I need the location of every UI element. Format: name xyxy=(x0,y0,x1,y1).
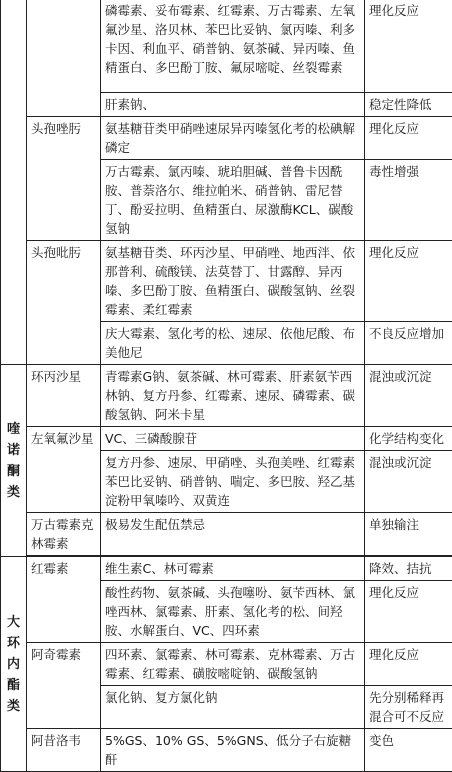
effect-cell: 单独输注 xyxy=(365,513,452,556)
table-row xyxy=(1,557,452,581)
effect-cell: 不良反应增加 xyxy=(365,322,452,365)
drug-name-cell xyxy=(27,0,101,117)
table-row xyxy=(1,643,452,686)
table-row xyxy=(1,365,452,427)
incompatible-drugs-cell: 万古霉素、氯丙嗪、琥珀胆碱、普鲁卡因酰胺、普萘洛尔、维拉帕米、硝普钠、雷尼替丁、酚妥拉明、鱼精蛋白、尿激酶KCL、碳酸氢钠 xyxy=(101,160,365,241)
incompatible-drugs-cell: 四环素、氯霉素、林可霉素、克林霉素、万古霉素、红霉素、磺胺嘧啶钠、碳酸氢钠 xyxy=(101,643,365,686)
table-row xyxy=(1,241,452,322)
effect-cell: 理化反应 xyxy=(365,581,452,643)
category-cell xyxy=(1,0,27,365)
incompatible-drugs-cell: 氨基糖苷类、环丙沙星、甲硝唑、地西泮、依那普利、硫酸镁、法莫替丁、甘露醇、异丙嗪、多巴酚丁胺、鱼精蛋白、碳酸氢钠、丝裂霉素、柔红霉素 xyxy=(101,241,365,322)
drug-name-cell: 万古霉素克林霉素 xyxy=(27,513,101,556)
table-row xyxy=(1,0,452,93)
incompatible-drugs-cell: VC、三磷酸腺苷 xyxy=(101,427,365,451)
incompatible-drugs-cell: 氯化钠、复方氯化钠 xyxy=(101,686,365,729)
category-label: 喹诺酮类 xyxy=(7,419,21,503)
incompatible-drugs-cell: 极易发生配伍禁忌 xyxy=(101,513,365,556)
table-row xyxy=(1,117,452,160)
drug-name-cell: 阿奇霉素 xyxy=(27,643,101,729)
effect-cell: 化学结构变化 xyxy=(365,427,452,451)
effect-cell: 毒性增强 xyxy=(365,160,452,241)
incompatible-drugs-cell: 青霉素G钠、氨茶碱、林可霉素、肝素氨苄西林钠、复方丹参、红霉素、速尿、磷霉素、碳酸氢钠、阿米卡星 xyxy=(101,365,365,427)
effect-cell: 变色 xyxy=(365,729,452,772)
table-row xyxy=(1,513,452,556)
incompatible-drugs-cell: 磷霉素、妥布霉素、红霉素、万古霉素、左氧氟沙星、洛贝林、苯巴比妥钠、氯丙嗪、利多卡因、利血平、硝普钠、氨茶碱、异丙嗪、鱼精蛋白、多巴酚丁胺、氟尿嘧啶、丝裂霉素 xyxy=(101,0,365,93)
effect-cell: 稳定性降低 xyxy=(365,93,452,117)
drug-name-cell: 红霉素 xyxy=(27,557,101,643)
effect-cell: 理化反应 xyxy=(365,643,452,686)
effect-cell: 混浊或沉淀 xyxy=(365,365,452,427)
incompatible-drugs-cell: 5%GS、10% GS、5%GNS、低分子右旋糖酐 xyxy=(101,729,365,772)
drug-name-cell: 左氧氟沙星 xyxy=(27,427,101,513)
effect-cell: 理化反应 xyxy=(365,0,452,93)
incompatible-drugs-cell: 复方丹参、速尿、甲硝唑、头孢美唑、红霉素苯巴比妥钠、硝普钠、喘定、多巴胺、羟乙基淀粉甲氧嗪吟、双黄连 xyxy=(101,451,365,513)
table-row xyxy=(1,729,452,772)
effect-cell: 理化反应 xyxy=(365,117,452,160)
drug-name-cell: 头孢吡肟 xyxy=(27,241,101,365)
drug-name-cell: 头孢唑肟 xyxy=(27,117,101,241)
incompatible-drugs-cell: 庆大霉素、氢化考的松、速尿、依他尼酸、布美他尼 xyxy=(101,322,365,365)
effect-cell: 理化反应 xyxy=(365,241,452,322)
category-cell xyxy=(1,557,27,772)
effect-cell: 混浊或沉淀 xyxy=(365,451,452,513)
category-cell xyxy=(1,365,27,557)
incompatible-drugs-cell: 氨基糖苷类甲硝唑速尿异丙嗪氢化考的松碘解磷定 xyxy=(101,117,365,160)
category-label: 大环内酯类 xyxy=(7,612,21,717)
table-row xyxy=(1,427,452,451)
effect-cell: 降效、拮抗 xyxy=(365,557,452,581)
incompatible-drugs-cell: 酸性药物、氨茶碱、头孢噻吩、氨苄西林、氯唑西林、氯霉素、肝素、氢化考的松、间羟胺、水解蛋白、VC、四环素 xyxy=(101,581,365,643)
drug-name-cell: 环丙沙星 xyxy=(27,365,101,427)
incompatible-drugs-cell: 维生素C、林可霉素 xyxy=(101,557,365,581)
drug-name-cell: 阿昔洛韦 xyxy=(27,729,101,772)
incompatible-drugs-cell: 肝素钠、 xyxy=(101,93,365,117)
effect-cell: 先分别稀释再混合可不反应 xyxy=(365,686,452,729)
